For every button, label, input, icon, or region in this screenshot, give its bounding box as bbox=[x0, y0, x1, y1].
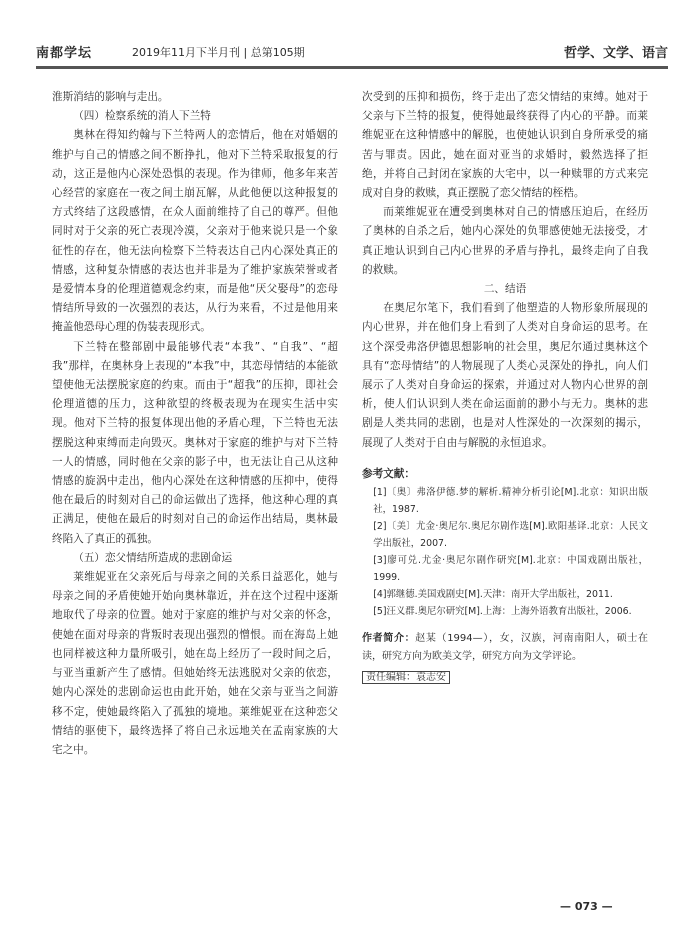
section-heading: （五）恋父情结所造成的悲剧命运 bbox=[73, 551, 233, 564]
body-paragraph: 淮斯消结的影响与走出。 bbox=[52, 91, 169, 103]
editor-name: 责任编辑：袁志安 bbox=[362, 671, 450, 684]
left-column bbox=[52, 88, 338, 760]
reference-item: [2]〔美〕尤金·奥尼尔.奥尼尔剧作选[M].欧阳基译.北京：人民文学出版社，2007. bbox=[373, 521, 648, 550]
body-paragraph: 莱维妮亚在父亲死后与母亲之间的关系日益恶化，她与母亲之间的矛盾使她开始向奥林靠近，并在这个过程中逐渐地取代了母亲的位置。她对于家庭的维护与对父亲的怀念，使她在面对母亲的背叛时表现出强烈的憎恨。而在海岛上她也同样被这种力量所吸引，她在岛上经历了一段时间之后，与亚当重新产生了感情。但她始终无法逃脱对父亲的依恋，她内心深处的悲剧命运也由此开始，她在父亲与亚当之间游移不定，使她最终陷入了孤独的境地。莱维妮亚在这种恋父情结的驱使下，最终选择了将自己永远地关在孟南家族的大宅之中。 bbox=[52, 571, 338, 756]
reference-item: [3]廖可兑.尤金·奥尼尔剧作研究[M].北京：中国戏剧出版社，1999. bbox=[373, 555, 648, 584]
reference-item: [1]〔奥〕弗洛伊德.梦的解析.精神分析引论[M].北京：知识出版社，1987. bbox=[373, 487, 648, 516]
section-title: 哲学、文学、语言 bbox=[563, 46, 668, 61]
author-intro-label: 作者简介： bbox=[362, 633, 416, 645]
issue-info: 2019年11月下半月刊 | 总第105期 bbox=[132, 46, 305, 59]
author-intro-text: 赵某（1994—），女，汉族，河南南阳人，硕士在读，研究方向为欧美文学，研究方向为文学评论。 bbox=[362, 633, 649, 663]
header-rule bbox=[36, 66, 668, 69]
editor-note bbox=[362, 668, 648, 687]
reference-item: [4]郭继德.美国戏剧史[M].天津：南开大学出版社，2011. bbox=[373, 589, 613, 601]
body-paragraph: 在奥尼尔笔下，我们看到了他塑造的人物形象所展现的内心世界，并在他们身上看到了人类对自身命运的思考。在这个深受弗洛伊德思想影响的社会里，奥尼尔通过奥林这个具有“恋母情结”的人物展现了人类心灵深处的挣扎，向人们展示了人类对自身命运的探索，并通过对人物内心世界的剖析，使人们认识到人类在命运面前的渺小与无力。奥林的悲剧是人类共同的悲剧，也是对人性深处的一次深刻的揭示，展现了人类对于自由与解脱的永恒追求。 bbox=[362, 302, 648, 449]
page-header bbox=[36, 40, 668, 64]
right-column bbox=[362, 88, 648, 687]
body-paragraph: 下兰特在整部剧中最能够代表“本我”、“自我”、“超我”那样，在奥林身上表现的“本我”中，其恋母情结的本能欲望使他无法摆脱家庭的约束。而由于“超我”的压抑，即社会伦理道德的压力，这种欲望的终极表现为在现实生活中实现。他对下兰特的报复体现出他的矛盾心理，下兰特也无法摆脱这种束缚而走向毁灭。奥林对于家庭的维护与对下兰特一人的情感，同时他在父亲的影子中，也无法让自己从这种情感的旋涡中走出，他内心深处在这种情感的压抑中，使得他在最后的时刻对自己的命运做出了选择，他这种心理的真正满足，使他在最后的时刻对自己的命运作出结局，奥林最终陷入了真正的孤独。 bbox=[52, 340, 338, 545]
body-paragraph: 奥林在得知约翰与下兰特两人的恋情后，他在对婚姻的维护与自己的情感之间不断挣扎，他对下兰特采取报复的行动，这正是他内心深处恐惧的表现。作为律师，他多年来苦心经营的家庭在一夜之间土崩瓦解，从此他便以这种报复的方式终结了这段感情，在众人面前维持了自己的尊严。但他同时对于父亲的死亡表现冷漠，父亲对于他来说只是一个象征性的存在，他无法向检察下兰特表达自己内心深处真正的情感，这种复杂情感的表达也并非是为了维护家族荣誉或者是爱情本身的伦理道德观念约束，而是他“厌父娶母”的恋母情结所导致的一次强烈的表达，从行为来看，不过是他用来掩盖他恐母心理的伪装表现形式。 bbox=[52, 129, 338, 334]
reference-item: [5]汪义群.奥尼尔研究[M].上海：上海外语教育出版社，2006. bbox=[373, 606, 632, 618]
references-title: 参考文献： bbox=[362, 467, 415, 480]
reference-list bbox=[362, 484, 648, 620]
body-paragraph: 次受到的压抑和损伤，终于走出了恋父情结的束缚。她对于父亲与下兰特的报复，使得她最终获得了内心的平静。而莱维妮亚在这种情感中的解脱，也使她认识到自身所承受的痛苦与罪责。因此，她在面对亚当的求婚时，毅然选择了拒绝，并将自己封闭在家族的大宅中，以一种赎罪的方式来完成对自身的救赎，真正摆脱了恋父情结的桎梏。 bbox=[362, 91, 648, 200]
body-paragraph: 而莱维妮亚在遭受到奥林对自己的情感压迫后，在经历了奥林的自杀之后，她内心深处的负罪感使她无法接受，才真正地认识到自己内心世界的矛盾与挣扎，最终走向了自我的救赎。 bbox=[362, 206, 648, 276]
journal-title: 南都学坛 bbox=[36, 46, 93, 61]
page-number: — 073 — bbox=[560, 900, 613, 913]
author-intro bbox=[362, 630, 648, 666]
section-heading: 二、结语 bbox=[483, 283, 527, 296]
section-heading: （四）检察系统的消人下兰特 bbox=[73, 110, 211, 123]
